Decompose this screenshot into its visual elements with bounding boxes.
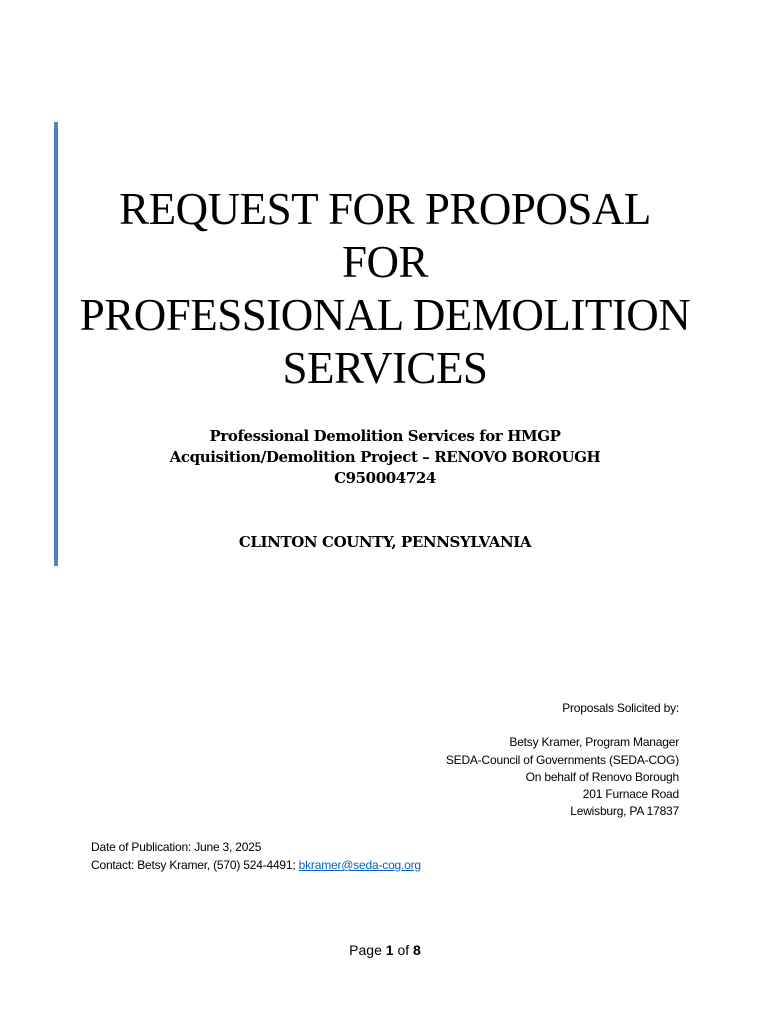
subtitle-line-1: Professional Demolition Services for HMGP bbox=[209, 427, 561, 445]
title-line-2: FOR bbox=[341, 237, 429, 287]
title-line-4: SERVICES bbox=[282, 343, 488, 393]
county-heading: CLINTON COUNTY, PENNSYLVANIA bbox=[238, 533, 532, 551]
title-line-1: REQUEST FOR PROPOSAL bbox=[119, 184, 651, 234]
solicitation-block bbox=[446, 700, 679, 821]
title-line-3: PROFESSIONAL DEMOLITION bbox=[79, 290, 691, 340]
solicitor-behalf: On behalf of Renovo Borough bbox=[525, 769, 679, 784]
solicited-heading: Proposals Solicited by: bbox=[562, 701, 679, 715]
solicitor-name: Betsy Kramer, Program Manager bbox=[509, 735, 679, 750]
contact-text: Contact: Betsy Kramer, (570) 524-4491; bbox=[91, 858, 299, 872]
page-of: of bbox=[397, 942, 410, 958]
contact-line bbox=[91, 856, 421, 874]
address-street: 201 Furnace Road bbox=[582, 787, 679, 802]
page-label: Page bbox=[349, 942, 382, 958]
email-link[interactable]: bkramer@seda-cog.org bbox=[298, 858, 421, 872]
page-title bbox=[0, 183, 770, 395]
publication-info bbox=[91, 838, 421, 874]
subtitle-line-2: Acquisition/Demolition Project – RENOVO BOROUGH bbox=[169, 448, 601, 466]
page-number bbox=[0, 942, 770, 958]
project-subtitle bbox=[0, 426, 770, 489]
page-current: 1 bbox=[385, 942, 394, 958]
page-total: 8 bbox=[413, 942, 421, 958]
spacer bbox=[446, 717, 679, 734]
subtitle-line-3: C950004724 bbox=[334, 469, 436, 487]
solicitor-organization: SEDA-Council of Governments (SEDA-COG) bbox=[445, 752, 679, 767]
address-city: Lewisburg, PA 17837 bbox=[570, 804, 679, 819]
publication-date: Date of Publication: June 3, 2025 bbox=[91, 840, 262, 854]
